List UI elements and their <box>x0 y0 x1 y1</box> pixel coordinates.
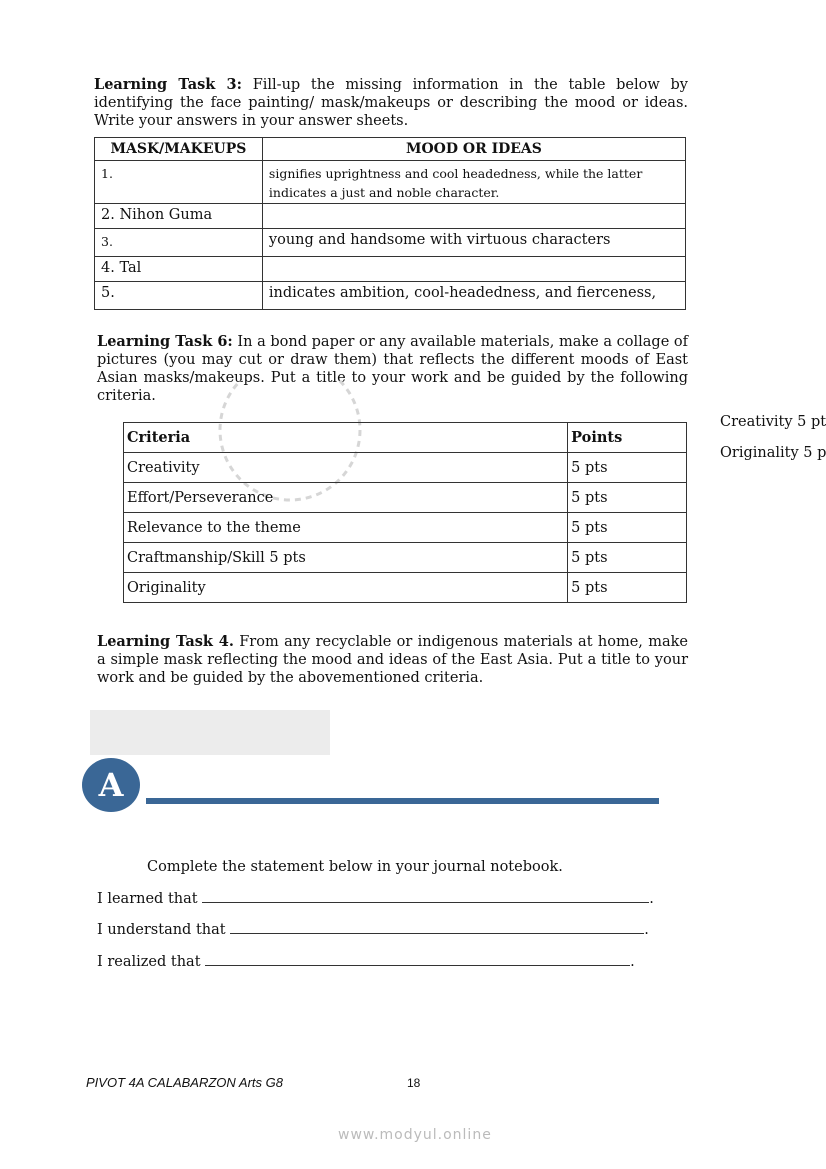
side-notes <box>720 414 826 474</box>
task3-table <box>94 137 686 310</box>
task3-heading: Learning Task 3: <box>94 76 242 93</box>
points-cell: 5 pts <box>568 543 687 573</box>
criteria-cell: Originality <box>124 573 568 603</box>
points-header: Points <box>568 423 687 453</box>
answer-blank[interactable] <box>202 890 649 903</box>
journal-prompt: I learned that <box>97 891 203 907</box>
task3-mood-cell <box>262 204 685 229</box>
table-row <box>124 543 687 573</box>
table-row <box>124 573 687 603</box>
criteria-cell: Relevance to the theme <box>124 513 568 543</box>
table-row <box>124 483 687 513</box>
task3-header-mood: MOOD OR IDEAS <box>262 138 685 161</box>
task3-mood-cell <box>262 257 685 282</box>
table-row <box>95 229 686 257</box>
side-note-originality: Originality 5 p <box>720 445 826 461</box>
task3-mask-cell: 4. Tal <box>95 257 263 282</box>
criteria-table <box>123 422 687 603</box>
task3-mood-cell: young and handsome with virtuous characters <box>262 229 685 257</box>
stamp-smudge <box>90 710 330 755</box>
task4-instructions <box>97 633 688 687</box>
task6-heading: Learning Task 6: <box>97 333 233 350</box>
answer-blank[interactable] <box>230 921 644 934</box>
section-rule <box>146 798 659 804</box>
task3-mask-cell: 3. <box>95 229 263 257</box>
points-cell: 5 pts <box>568 513 687 543</box>
journal-line-learned: I learned that . <box>97 891 654 907</box>
journal-line-understand: I understand that . <box>97 922 649 938</box>
task3-mask-cell: 2. Nihon Guma <box>95 204 263 229</box>
journal-prompt: I understand that <box>97 922 231 938</box>
task3-mask-cell: 1. <box>95 161 263 204</box>
table-row <box>95 257 686 282</box>
page-number: 18 <box>407 1076 421 1090</box>
footer-text: PIVOT 4A CALABARZON Arts G8 <box>86 1075 283 1090</box>
task4-text: From any recyclable or indigenous materials at home, make a simple mask reflecting the mood and ideas of the East Asia. Put a title to your work and be guided by the abovementioned criteria. <box>97 634 688 686</box>
table-row <box>95 282 686 310</box>
answer-blank[interactable] <box>205 953 630 966</box>
task3-mood-cell: signifies uprightness and cool headedness, while the latter indicates a just and noble character. <box>262 161 685 204</box>
table-row <box>124 453 687 483</box>
criteria-cell: Creativity <box>124 453 568 483</box>
table-row <box>124 513 687 543</box>
task3-instructions <box>94 76 688 130</box>
task6-text: In a bond paper or any available materials, make a collage of pictures (you may cut or draw them) that reflects the different moods of East Asian masks/makeups. Put a title to your work and be guided by the following criteria. <box>97 334 689 404</box>
task3-mood-cell: indicates ambition, cool-headedness, and fierceness, <box>262 282 685 310</box>
criteria-header: Criteria <box>124 423 568 453</box>
journal-line-realized: I realized that . <box>97 954 635 970</box>
journal-prompt: I realized that <box>97 954 206 970</box>
task3-header-mask: MASK/MAKEUPS <box>95 138 263 161</box>
journal-intro: Complete the statement below in your journal notebook. <box>147 859 563 875</box>
side-note-creativity: Creativity 5 pt <box>720 414 826 430</box>
table-row <box>95 161 686 204</box>
table-row <box>95 204 686 229</box>
points-cell: 5 pts <box>568 573 687 603</box>
points-cell: 5 pts <box>568 483 687 513</box>
section-badge <box>82 758 140 812</box>
criteria-cell: Craftmanship/Skill 5 pts <box>124 543 568 573</box>
points-cell: 5 pts <box>568 453 687 483</box>
task4-heading: Learning Task 4. <box>97 633 234 650</box>
criteria-cell: Effort/Perseverance <box>124 483 568 513</box>
section-letter: A <box>98 766 124 804</box>
task3-text: Fill-up the missing information in the table below by identifying the face painting/ mask/makeups or describing the mood or ideas. Write your answers in your answer sheets. <box>94 77 688 129</box>
watermark: www.modyul.online <box>338 1127 492 1143</box>
task3-mask-cell: 5. <box>95 282 263 310</box>
